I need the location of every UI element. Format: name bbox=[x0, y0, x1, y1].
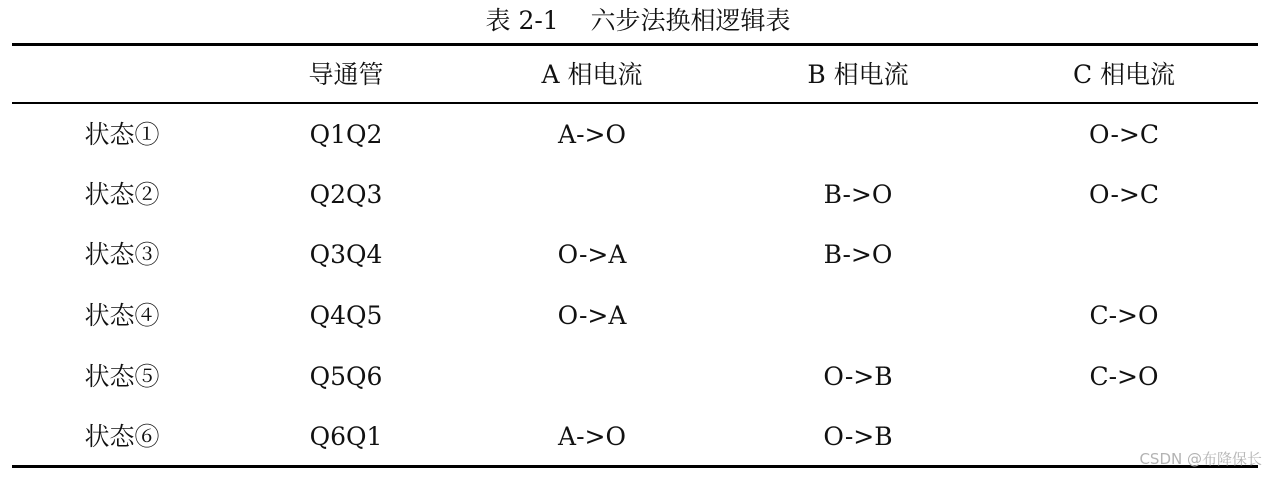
state-label: 状态③ bbox=[84, 240, 160, 269]
table-row bbox=[12, 115, 1258, 155]
phase-a-current: O->A bbox=[557, 301, 627, 330]
conducting-switches: Q6Q1 bbox=[309, 422, 383, 451]
phase-b-current bbox=[758, 115, 958, 155]
header-cell-conducting-switches: 导通管 bbox=[308, 60, 384, 89]
state-label: 状态① bbox=[84, 120, 160, 149]
table-row bbox=[12, 417, 1258, 457]
state-label: 状态② bbox=[84, 180, 160, 209]
phase-a-current: A->O bbox=[558, 120, 626, 149]
conducting-switches: Q1Q2 bbox=[309, 120, 383, 149]
phase-b-current bbox=[758, 296, 958, 336]
phase-c-current: O->C bbox=[1089, 180, 1159, 209]
watermark-text: CSDN @布降保长 bbox=[1139, 450, 1262, 468]
phase-c-current: O->C bbox=[1089, 120, 1159, 149]
table-row bbox=[12, 175, 1258, 215]
header-cell-phase-c-current: C 相电流 bbox=[1072, 60, 1176, 89]
table-top-rule bbox=[12, 43, 1258, 46]
table-row bbox=[12, 296, 1258, 336]
table-header-rule bbox=[12, 102, 1258, 104]
header-cell-phase-a-current: A 相电流 bbox=[541, 60, 643, 89]
phase-c-current: C->O bbox=[1089, 301, 1159, 330]
phase-c-current bbox=[1024, 235, 1224, 275]
phase-b-current: B->O bbox=[823, 180, 893, 209]
table-header-row bbox=[12, 55, 1258, 95]
table-row bbox=[12, 357, 1258, 397]
phase-a-current bbox=[492, 357, 692, 397]
phase-b-current: O->B bbox=[823, 422, 893, 451]
table-bottom-rule bbox=[12, 465, 1258, 468]
phase-c-current: C->O bbox=[1089, 362, 1159, 391]
phase-a-current bbox=[492, 175, 692, 215]
phase-a-current: O->A bbox=[557, 240, 627, 269]
conducting-switches: Q4Q5 bbox=[309, 301, 383, 330]
conducting-switches: Q3Q4 bbox=[309, 240, 383, 269]
conducting-switches: Q2Q3 bbox=[309, 180, 383, 209]
header-cell-row-label bbox=[12, 55, 232, 95]
phase-b-current: O->B bbox=[823, 362, 893, 391]
state-label: 状态⑥ bbox=[84, 422, 160, 451]
table-row bbox=[12, 235, 1258, 275]
phase-a-current: A->O bbox=[558, 422, 626, 451]
table-caption: 表 2-1 六步法换相逻辑表 bbox=[485, 6, 791, 35]
state-label: 状态④ bbox=[84, 301, 160, 330]
state-label: 状态⑤ bbox=[84, 362, 160, 391]
phase-b-current: B->O bbox=[823, 240, 893, 269]
header-cell-phase-b-current: B 相电流 bbox=[807, 60, 909, 89]
conducting-switches: Q5Q6 bbox=[309, 362, 383, 391]
